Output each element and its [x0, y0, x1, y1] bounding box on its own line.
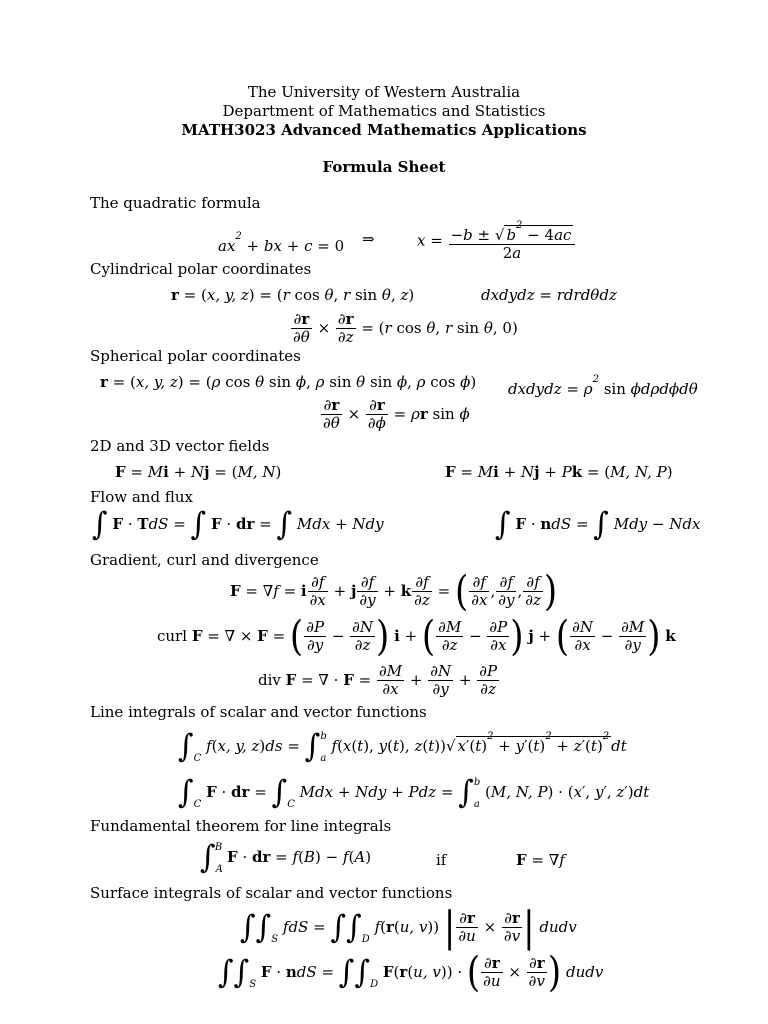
section-cylindrical: Cylindrical polar coordinates [90, 260, 312, 278]
formula-cylindrical-cross: $\frac{\partial r}{\partial\theta}$ × $\frac{\partial r}{\partial z}$ = (r cos θ, r sin θ, 0) [293, 310, 518, 347]
section-quadratic: The quadratic formula [90, 194, 261, 212]
formula-cylindrical-position: r = (x, y, z) = (r cos θ, r sin θ, z) [171, 286, 415, 304]
course-title: MATH3023 Advanced Mathematics Applications [181, 121, 587, 139]
formula-spherical-volume: dxdydz = $\rho^2$ sin ϕdρdϕdθ [508, 374, 698, 398]
section-fundamental-theorem: Fundamental theorem for line integrals [90, 817, 392, 835]
sheet-title: Formula Sheet [322, 158, 446, 176]
department-name: Department of Mathematics and Statistics [222, 102, 546, 120]
section-gradient: Gradient, curl and divergence [90, 551, 319, 569]
formula-conservative-field: F = ∇f [516, 851, 565, 869]
section-spherical: Spherical polar coordinates [90, 347, 301, 365]
formula-spherical-position: r = (x, y, z) = (ρ cos θ sin ϕ, ρ sin θ sin ϕ, ρ cos ϕ) [100, 373, 477, 391]
section-surface-integrals: Surface integrals of scalar and vector functions [90, 884, 453, 902]
div-label: div [258, 670, 281, 689]
formula-fundamental-theorem: $\int_A^B$ F · dr = f(B) − f(A) [200, 839, 372, 876]
curl-label: curl [157, 626, 188, 645]
section-vector-fields: 2D and 3D vector fields [90, 437, 270, 455]
formula-divergence: div F = ∇ · F = $\frac{\partial M}{\partial x}$ + $\frac{\partial N}{\partial y}$ + $\frac{\partial P}{\partial z}$ [258, 662, 498, 699]
formula-flux: ∫ F · ndS = ∫ Mdy − Ndx [495, 506, 701, 543]
formula-curl: curl F = ∇ × F = ( $\frac{\partial P}{\partial y}$ − $\frac{\partial N}{\partial z}$ ) i + ( $\frac{\partial M}{\partial z}$ − $\frac{\partial P}{\partial x}$ ) j + ( $\frac{\partial N}{\partial x}$ − $\frac{\partial M}{\partial y}$ ) k [157, 612, 676, 661]
formula-spherical-cross: $\frac{\partial r}{\partial\theta}$ × $\frac{\partial r}{\partial\phi}$ = ρr sin ϕ [323, 396, 470, 433]
formula-vector-surface-integral: $\int\int_S$ F · ndS = $\int\int_D$ F(r(u, v)) · ( $\frac{\partial r}{\partial u}$ × $\frac{\partial r}{\partial v}$ ) dudv [218, 948, 604, 997]
formula-cylindrical-volume: dxdydz = rdrdθdz [481, 286, 617, 304]
formula-scalar-surface-integral: $\int\int_S$ fdS = $\int\int_D$ f(r(u, v)) | $\frac{\partial r}{\partial u}$ × $\frac{\partial r}{\partial v}$ | dudv [240, 903, 577, 952]
university-name: The University of Western Australia [247, 83, 521, 101]
formula-vector-line-integral: $\int_C$ F · dr = $\int_C$ Mdx + Ndy + Pdz = $\int_a^b$ (M, N, P) · (x′, y′, z′)dt [178, 774, 650, 811]
formula-flow: ∫ F · TdS = ∫ F · dr = ∫ Mdx + Ndy [92, 506, 384, 543]
section-flow-flux: Flow and flux [90, 488, 193, 506]
section-line-integrals: Line integrals of scalar and vector functions [90, 703, 427, 721]
if-label: if [436, 851, 447, 869]
formula-gradient: F = ∇f = i $\frac{\partial f}{\partial x}$ + j $\frac{\partial f}{\partial y}$ + k $\frac{\partial f}{\partial z}$ = ( $\frac{\partial f}{\partial x}$ , $\frac{\partial f}{\partial y}$ , $\frac{\partial f}{\partial z}$ ) [230, 567, 558, 616]
formula-implies-arrow: ⇒ [362, 230, 375, 248]
formula-scalar-line-integral: $\int_C$ f(x, y, $z)ds = \int_a^b$ f(x(t), y(t), z(t))√ $x'(t)^2 + y'(t)^2 + z'(t)^2dt$ [178, 728, 627, 765]
formula-quadratic-equation: $ax^2$ + bx + c = 0 [218, 231, 345, 255]
formula-quadratic-solution: x = $\frac{-b \pm √ b^2 - 4ac}{2a}$ [417, 220, 576, 263]
formula-3d-vector-field: F = Mi + Nj + Pk = (M, N, P) [445, 463, 673, 481]
formula-2d-vector-field: F = Mi + Nj = (M, N) [115, 463, 282, 481]
